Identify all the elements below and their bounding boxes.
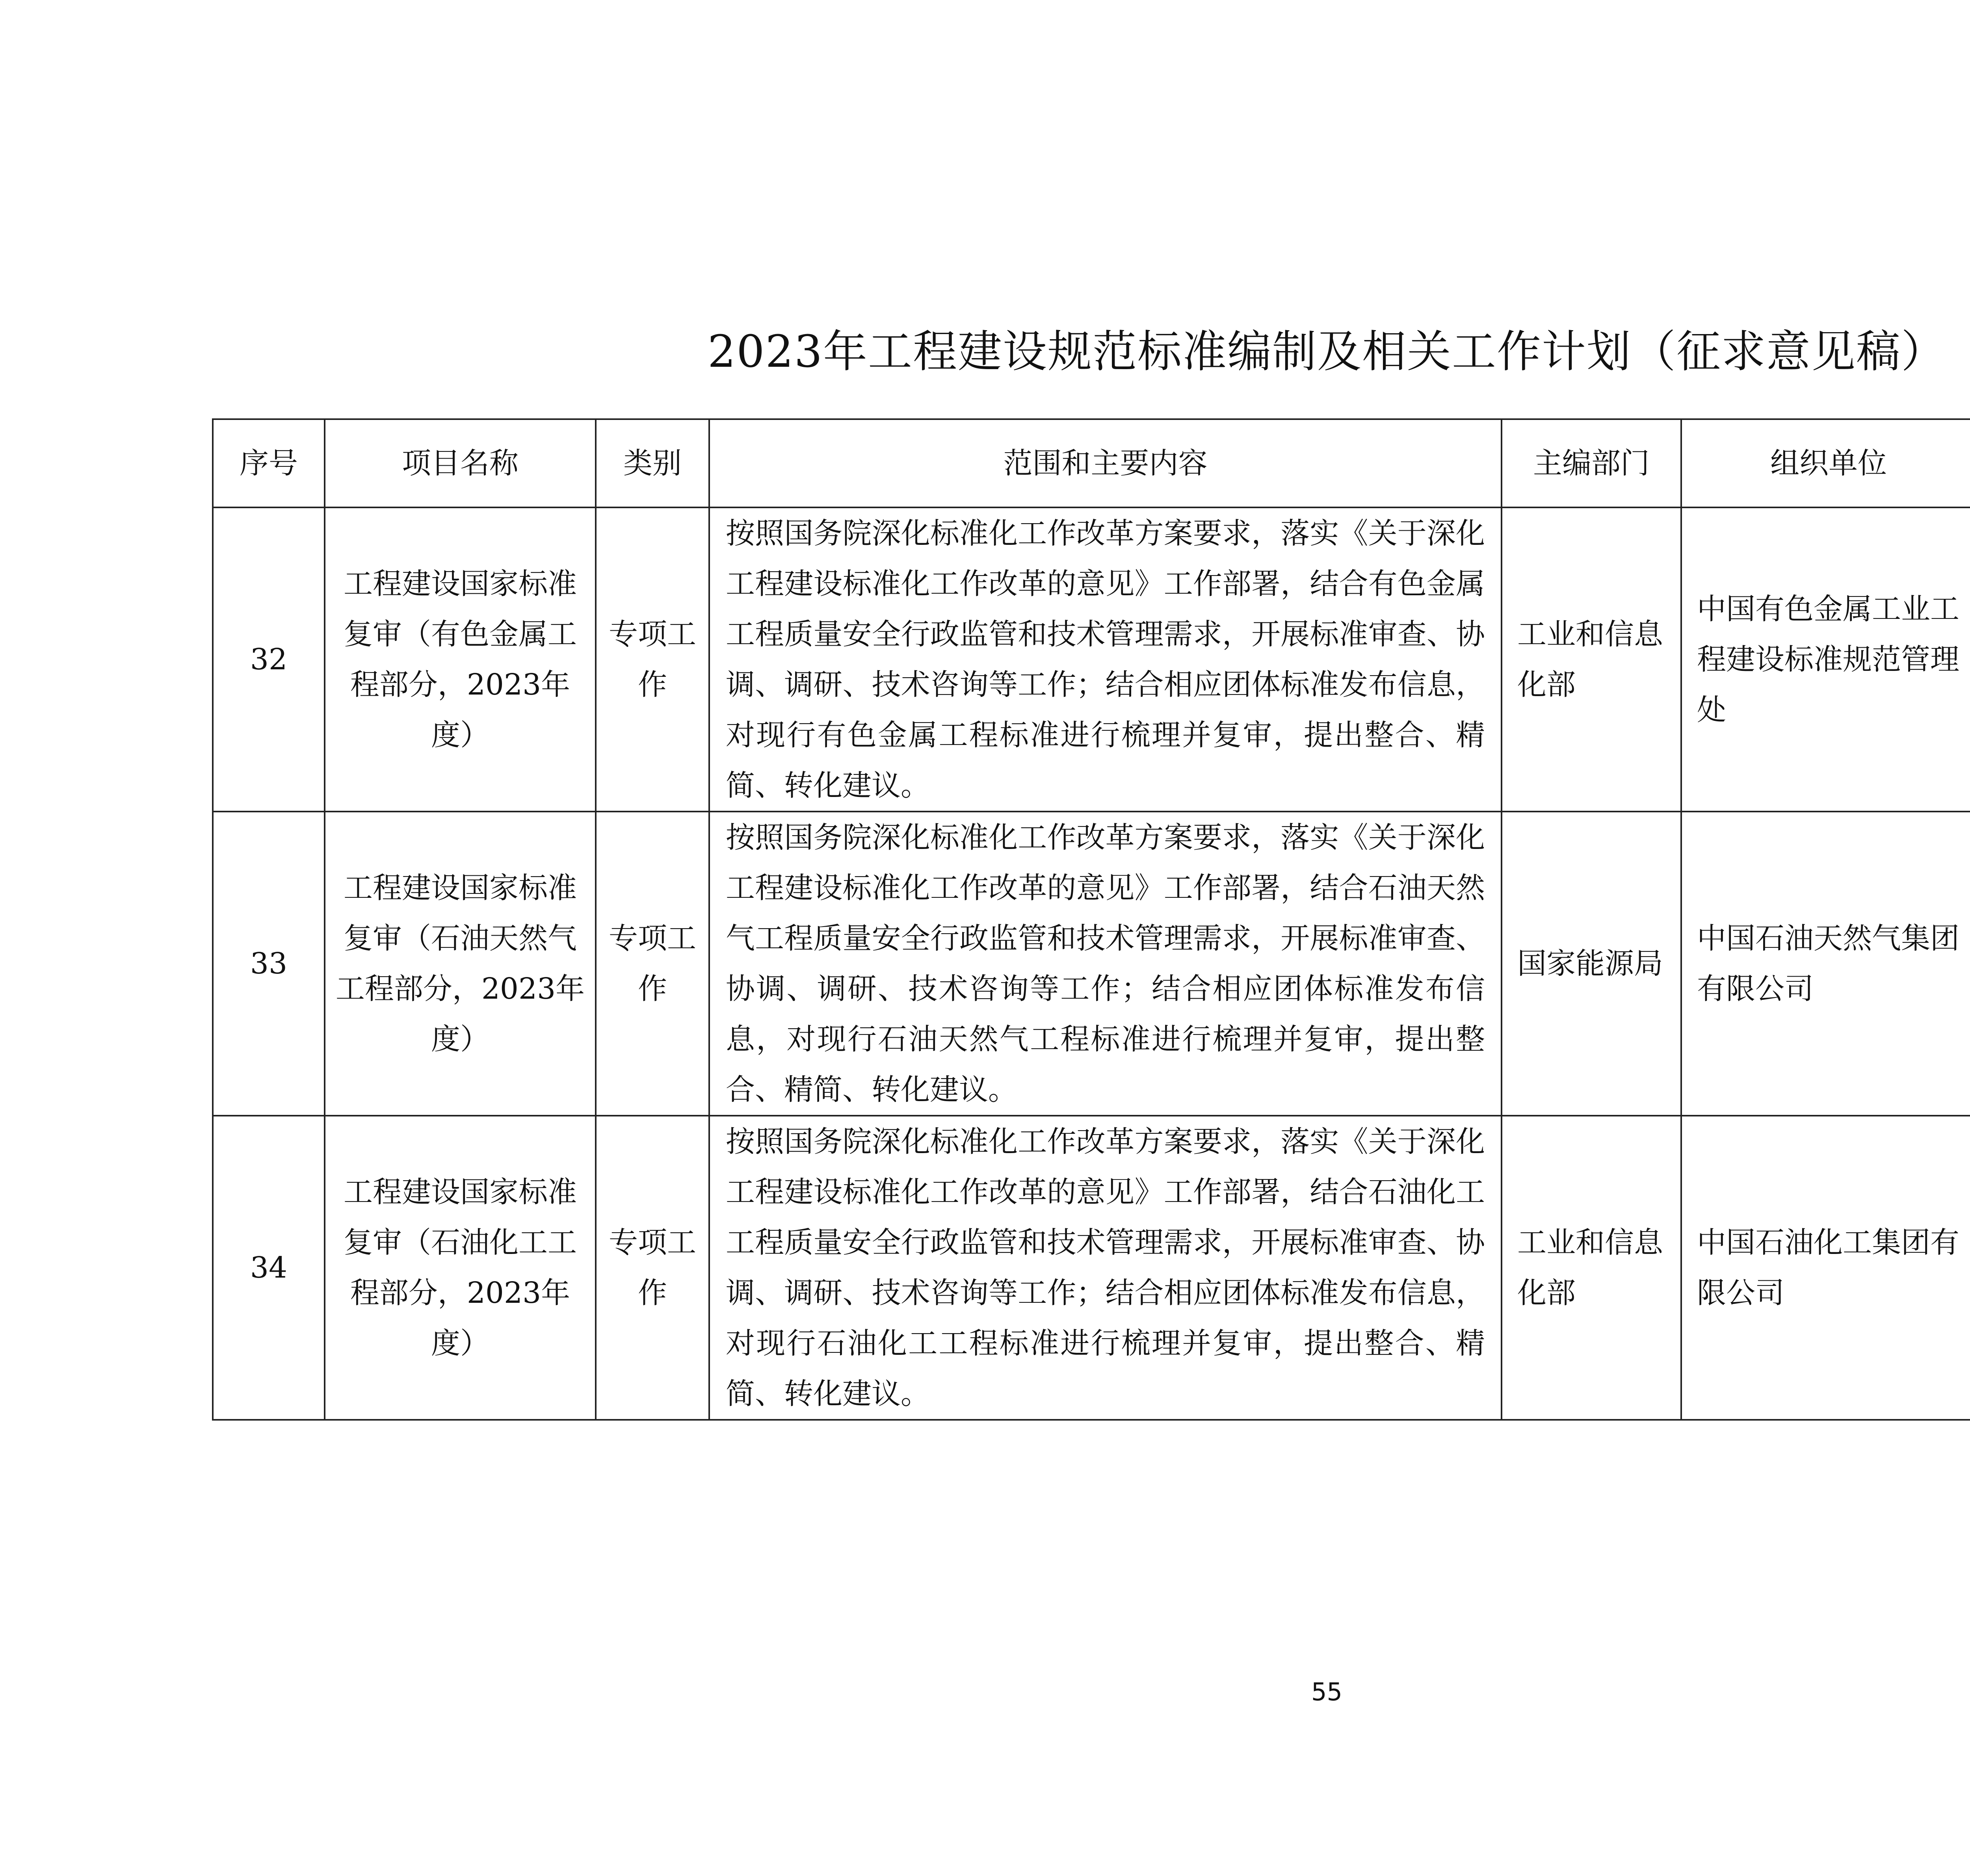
cell-department: 工业和信息化部 (1502, 1116, 1681, 1420)
header-category: 类别 (596, 419, 709, 507)
cell-category: 专项工作 (596, 812, 709, 1116)
cell-project-name: 工程建设国家标准复审（石油天然气工程部分，2023年度） (325, 812, 596, 1116)
cell-seq: 33 (213, 812, 325, 1116)
header-scope: 范围和主要内容 (709, 419, 1502, 507)
cell-project-name: 工程建设国家标准复审（有色金属工程部分，2023年度） (325, 507, 596, 812)
cell-organizer: 中国有色金属工业工程建设标准规范管理处 (1681, 507, 1970, 812)
table-row (213, 1116, 1970, 1420)
cell-organizer: 中国石油天然气集团有限公司 (1681, 812, 1970, 1116)
header-department: 主编部门 (1502, 419, 1681, 507)
cell-seq: 32 (213, 507, 325, 812)
cell-department: 国家能源局 (1502, 812, 1681, 1116)
header-project-name: 项目名称 (325, 419, 596, 507)
cell-organizer: 中国石油化工集团有限公司 (1681, 1116, 1970, 1420)
cell-category: 专项工作 (596, 1116, 709, 1420)
cell-category: 专项工作 (596, 507, 709, 812)
cell-scope: 按照国务院深化标准化工作改革方案要求，落实《关于深化工程建设标准化工作改革的意见》工作部署，结合石油化工工程质量安全行政监管和技术管理需求，开展标准审查、协调、调研、技术咨询等工作；结合相应团体标准发布信息，对现行石油化工工程标准进行梳理并复审，提出整合、精简、转化建议。 (709, 1116, 1502, 1420)
cell-department: 工业和信息化部 (1502, 507, 1681, 812)
table-header-row (213, 419, 1970, 507)
cell-project-name: 工程建设国家标准复审（石油化工工程部分，2023年度） (325, 1116, 596, 1420)
table-row (213, 812, 1970, 1116)
page-title: 2023年工程建设规范标准编制及相关工作计划（征求意见稿） (707, 326, 1946, 377)
table-row (213, 507, 1970, 812)
header-seq: 序号 (213, 419, 325, 507)
cell-scope: 按照国务院深化标准化工作改革方案要求，落实《关于深化工程建设标准化工作改革的意见》工作部署，结合有色金属工程质量安全行政监管和技术管理需求，开展标准审查、协调、调研、技术咨询等工作；结合相应团体标准发布信息，对现行有色金属工程标准进行梳理并复审，提出整合、精简、转化建议。 (709, 507, 1502, 812)
cell-scope: 按照国务院深化标准化工作改革方案要求，落实《关于深化工程建设标准化工作改革的意见》工作部署，结合石油天然气工程质量安全行政监管和技术管理需求，开展标准审查、协调、调研、技术咨询等工作；结合相应团体标准发布信息，对现行石油天然气工程标准进行梳理并复审，提出整合、精简、转化建议。 (709, 812, 1502, 1116)
cell-seq: 34 (213, 1116, 325, 1420)
header-organizer: 组织单位 (1681, 419, 1970, 507)
work-plan-table (212, 418, 1970, 1421)
page-number: 55 (1311, 1677, 1342, 1706)
